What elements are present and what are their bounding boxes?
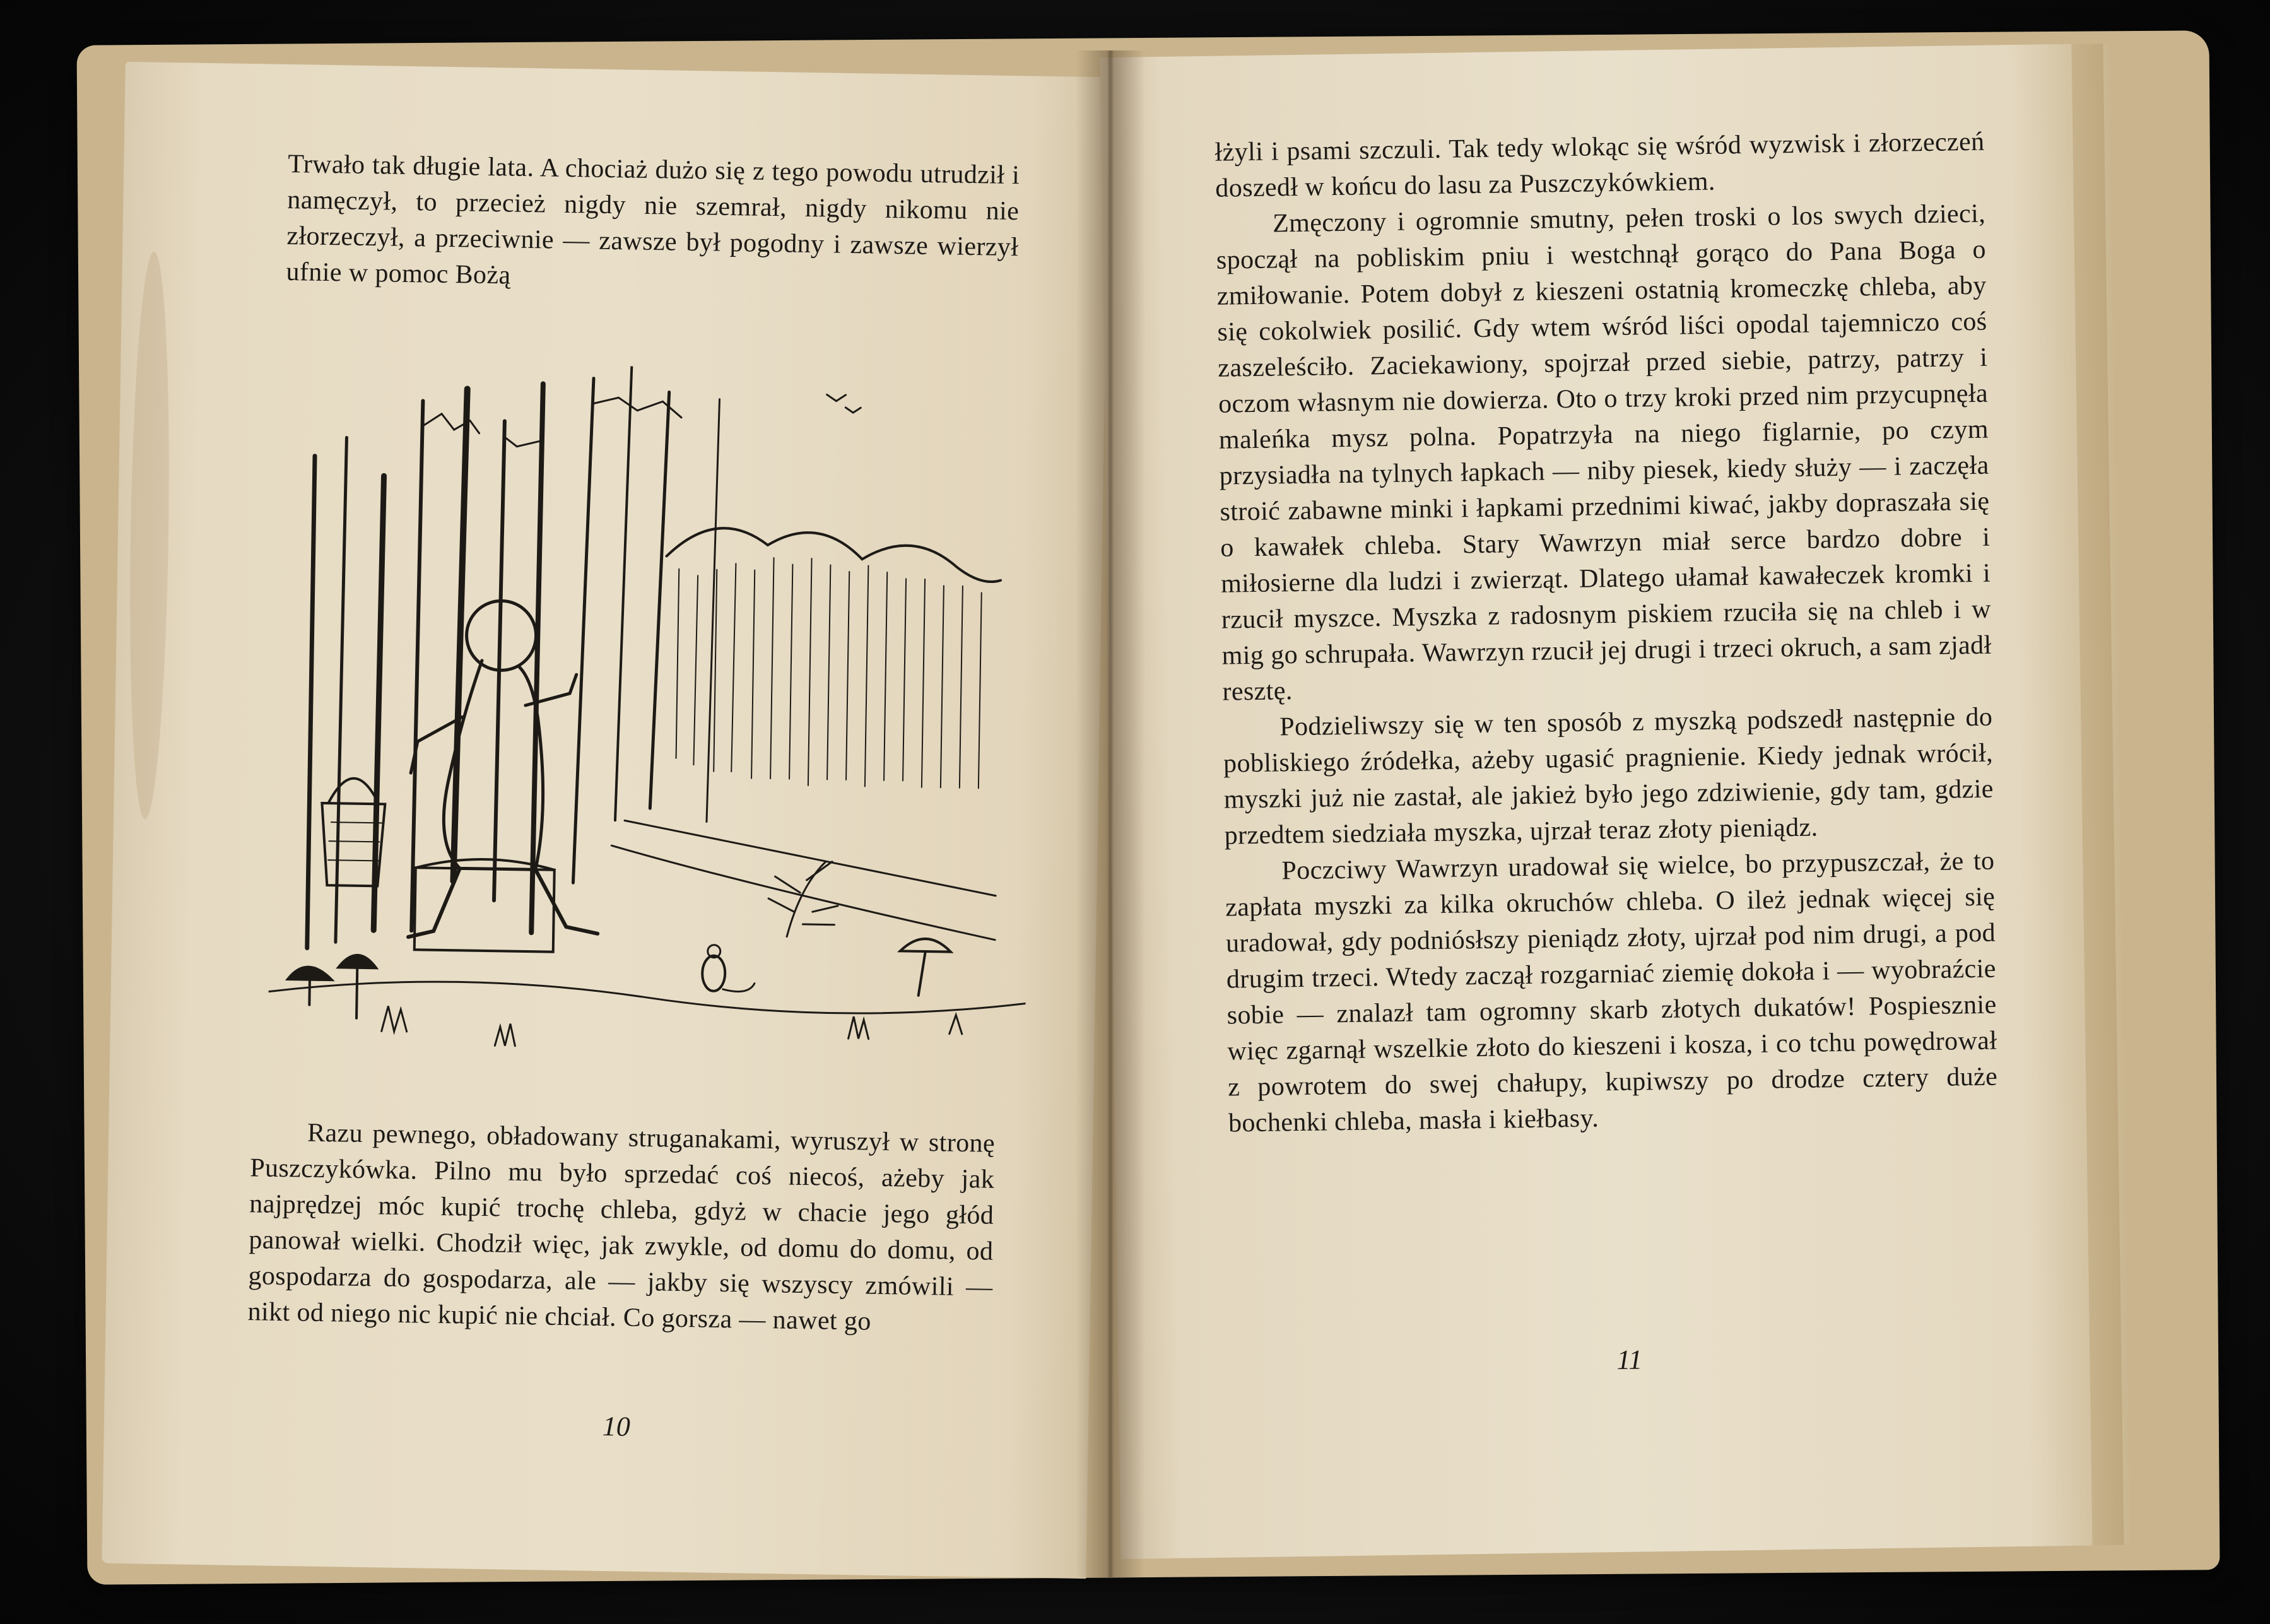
paragraph: Razu pewnego, obładowany struganakami, wyruszył w stronę Puszczykówka. Pilno mu było sprzedać coś niecoś, ażeby jak najprędzej móc kupić trochę chleba, gdyż w chacie jego głód panował wielki. Chodził więc, jak zwykle, od domu do domu, od gospodarza do gospodarza, ale — jakby się wszyscy zmówili — nikt od niego nic kupić nie chciał. Co gorsza — nawet go xyxy=(247,1118,996,1336)
paper-stain xyxy=(126,251,173,820)
forest-woodcutter-illustration-icon xyxy=(268,361,1035,1080)
right-page xyxy=(1100,44,2130,1559)
left-page xyxy=(102,62,1109,1579)
left-page-top-paragraph xyxy=(286,146,1020,302)
paragraph: łżyli i psami szczuli. Tak tedy wlokąc się wśród wyzwisk i złorzeczeń doszedł w końcu do lasu za Puszczykówkiem. xyxy=(1214,127,1985,203)
page-number-right: 11 xyxy=(1616,1344,1643,1376)
page-number-left: 10 xyxy=(602,1411,631,1442)
left-page-bottom-paragraph xyxy=(247,1114,995,1341)
paragraph: Podzieliwszy się w ten sposób z myszką podszedł następnie do pobliskiego źródełka, ażeby ugasić pragnienie. Kiedy jednak wrócił, myszki już nie zastał, ale jakież było jego zdziwienie, gdy tam, gdzie przedtem siedziała myszka, ujrzał teraz złoty pieniądz. xyxy=(1223,702,1994,850)
paragraph: Trwało tak długie lata. A chociaż dużo się z tego powodu utrudził i namęczył, to przecież nigdy nie szemrał, nigdy nikomu nie złorzeczył, a przeciwnie — zawsze był pogodny i zawsze wierzył ufnie w pomoc Bożą xyxy=(286,149,1020,290)
right-page-text xyxy=(1214,124,1998,1142)
paragraph: Poczciwy Wawrzyn uradował się wielce, bo przypuszczał, że to zapłata myszki za kilka okruchów chleba. O ileż jednak więcej się uradował, gdy podniósłszy pieniądz złoty, ujrzał pod nim drugi, a pod drugim trzeci. Wtedy zaczął rozgarniać ziemię dokoła i — wyobraźcie sobie — znalazł tam ogromny skarb złotych dukatów! Pospiesznie więc zgarnął wszelkie złoto do kieszeni i kosza, i co tchu powędrował z powrotem do swej chałupy, kupiwszy po drodze cztery duże bochenki chleba, masła i kiełbasy. xyxy=(1225,846,1998,1138)
paragraph: Zmęczony i ogromnie smutny, pełen troski o los swych dzieci, spoczął na pobliskim pniu i westchnął gorąco do Pana Boga o zmiłowanie. Potem dobył z kieszeni ostatnią kromeczkę chleba, aby się cokolwiek posilić. Gdy wtem wśród liści opodal tajemniczo coś zaszeleściło. Zaciekawiony, spojrzał przed siebie, patrzy, patrzy i oczom własnym nie dowierza. Oto o trzy kroki przed nim przycupnęła maleńka mysz polna. Popatrzyła na niego figlarnie, po czym przysiadła na tylnych łapkach — niby piesek, kiedy służy — i zaczęła stroić zabawne minki i łapkami przednimi kiwać, jakby dopraszała się o kawałek chleba. Stary Wawrzyn miał serce bardzo dobre i miłosierne dla ludzi i zwierząt. Dlatego ułamał kawałeczek kromki i rzucił myszce. Myszka z radosnym piskiem rzuciła się na chleb i w mig go schrupała. Wawrzyn rzucił jej drugi i trzeci okruch, a sam zjadł resztę. xyxy=(1216,199,1992,707)
